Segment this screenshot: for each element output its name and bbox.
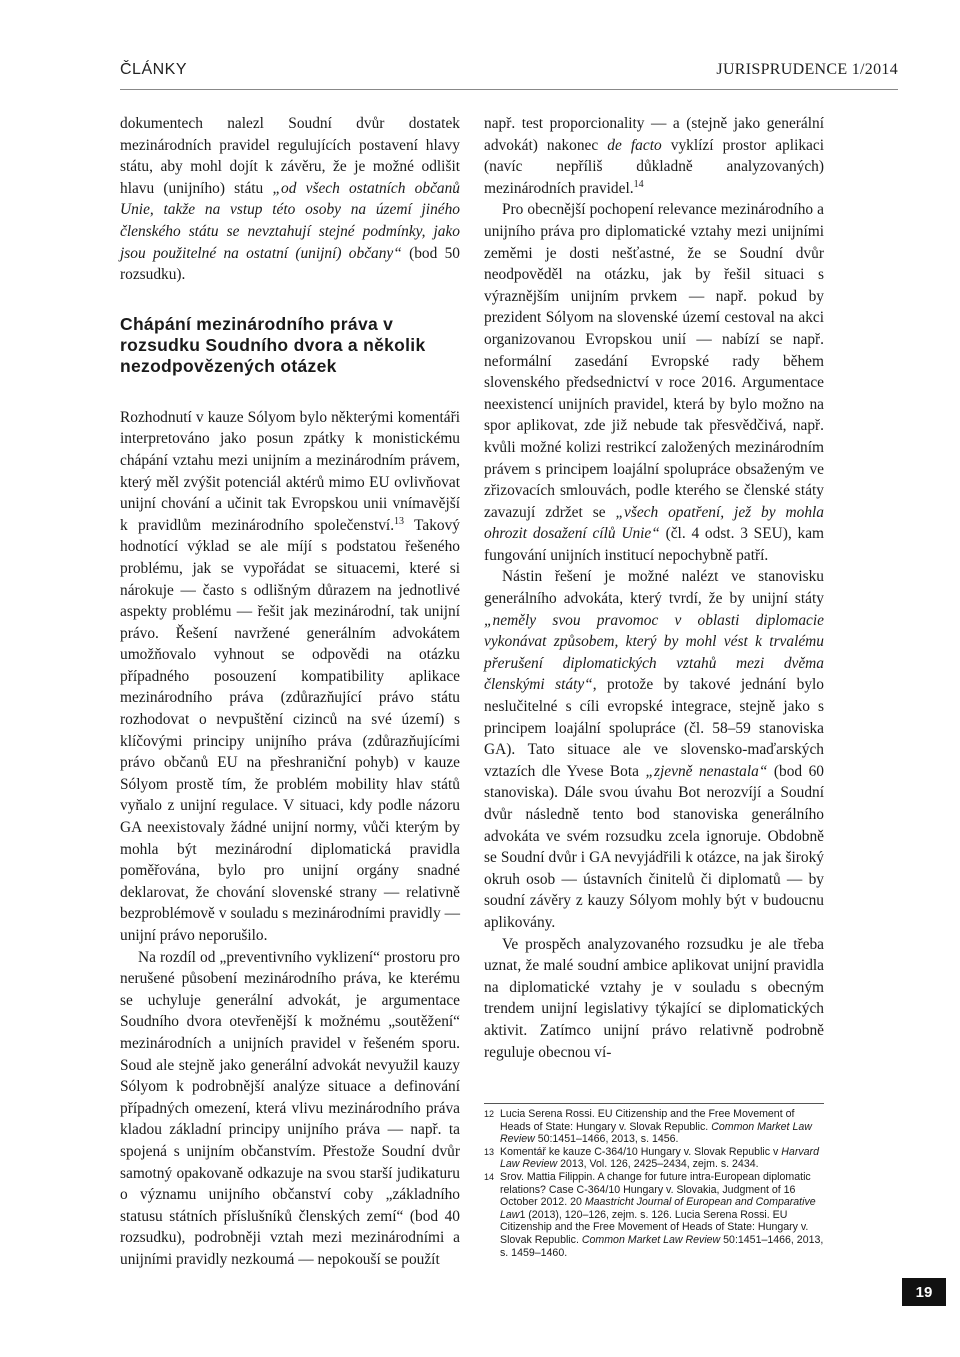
- italic-text: Common Market Law Review: [581, 1233, 721, 1246]
- footnote-text: [500, 1171, 824, 1259]
- italic-text: de facto: [607, 136, 662, 154]
- footnote: [484, 1171, 824, 1259]
- text-run: dokumentech nalezl Soudní dvůr dostatek mezinárodních pravidel regulujících postavení hlavy státu, aby mohl dojít k závěru, že je možné odlišit hlavu (unijního) státu: [120, 115, 460, 197]
- text-run: 50:1451–1466, 2013, s. 1459–1460.: [500, 1233, 824, 1259]
- footnote-text: [500, 1146, 824, 1171]
- text-run: Rozhodnutí v kauze Sólyom bylo některými komentáři interpretováno jako posun zpátky k monistickému chápání vztahu mezi unijním a mezinárodním právem, který měl zvýšit potenciál aktérů mimo EU ovlivňovat unijní chování a učinit tak Evropskou unii vnímavější k pravidlům mezinárodního společenství.: [120, 408, 460, 534]
- italic-text: „neměly svou pravomoc v oblasti diplomacie vykonávat způsobem, který by mohl vést k trvalému přerušení diplomatických vztahů mezi dvěma členskými státy“: [484, 611, 824, 694]
- text-run: 1 (2013), 120–126, zejm. s. 126. Lucia Serena Rossi. EU Citizenship and the Free Movement of Heads of State: Hungary v. Slovak Republic.: [500, 1208, 809, 1246]
- section-label: ČLÁNKY: [120, 61, 188, 78]
- text-run: Srov. Mattia Filippin. A change for future intra-European diplomatic relations? Case C-364/10 Hungary v. Slovakia, Judgment of 16 October 2012. 20: [500, 1170, 811, 1209]
- paragraph: Na rozdíl od „preventivního vyklizení“ prostoru pro nerušené působení mezinárodního práva, ke kterému se uchyluje generální advokát, je argumentace Soudního dvora otevřenější k možnému „soutěžení“ mezinárodních a unijních pravidel v řešeném sporu. Soud ale stejně jako generální advokát nevyužil kauzy Sólyom k podrobnější analýze situace a definování případných omezení, která vlivu mezinárodního práva kladou základní principy unijního práva — např. ta spojená s unijním občanstvím. Přestože Soudní dvůr samotný opakovaně odkazuje na svou starší judikaturu o významu unijního občanství coby „základního statusu státních příslušníků členských zemí“ (bod 40 rozsudku), podrobněji vztah mezi mezinárodními a unijními pravidly nezkoumá — nepokouší se použít: [120, 948, 460, 1268]
- footnote-number: 13: [484, 1146, 495, 1157]
- italic-text: Common Market Law Review: [500, 1120, 812, 1146]
- text-run: 50:1451–1466, 2013, s. 1456.: [534, 1133, 679, 1146]
- footnote-text: [500, 1108, 824, 1146]
- journal-issue: JURISPRUDENCE 1/2014: [716, 61, 898, 78]
- footnote-ref: 14: [633, 178, 644, 190]
- text-run: Komentář ke kauze C-364/10 Hungary v. Slovak Republic v: [500, 1145, 782, 1158]
- text-run: 2013, Vol. 126, 2425–2434, zejm. s. 2434.: [557, 1158, 759, 1171]
- text-run: (bod 50 rozsudku).: [120, 244, 460, 284]
- italic-text: Maastricht Journal of European and Comparative Law: [500, 1196, 816, 1221]
- right-column: [484, 113, 824, 1063]
- page-number: 19: [902, 1278, 946, 1306]
- footnote: [484, 1146, 824, 1171]
- footnote: [484, 1108, 824, 1146]
- paragraph: [484, 113, 824, 199]
- italic-text: „od všech ostatních občanů Unie, takže na vstup této osoby na území jiného členského státu se nevztahují stejné podmínky, jako jsou použitelné na ostatní (unijní) občany“: [120, 179, 460, 262]
- text-run: Pro obecnější pochopení relevance mezinárodního a unijního práva pro diplomatické vztahy mezi unijními zeměmi je dosti nešťastné, že se Soudní dvůr neodpověděl na otázku, jak by řešil situaci s výraznějším unijním prvkem — např. pokud by prezident Sólyom na slovenské území cestoval na akci organizovanou Evropskou unií — nabízí se např. neformální zasedání Evropské rady během slovenského předsednictví v roce 2016. Argumentace neexistencí unijních pravidel, která by bylo možno na spor aplikovat, zde již nebude tak přesvědčivá, např. kvůli možné kolizi restrikcí založených mezinárodním právem s principem loajální spolupráce obsaženým ve zřizovacích smlouvách, podle kterého se členské státy zavazují zdržet se: [484, 201, 824, 521]
- text-run: (čl. 4 odst. 3 SEU), kam fungování unijních institucí nepochybně patří.: [484, 525, 825, 564]
- italic-text: Harvard Law Review: [500, 1145, 819, 1171]
- paragraph: [484, 566, 824, 933]
- paragraph: [120, 113, 460, 286]
- header-divider: [120, 89, 898, 90]
- text-run: Nástin řešení je možné nalézt ve stanovisku generálního advokáta, který tvrdí, že by unijní státy: [484, 568, 824, 608]
- italic-text: „všech opatření, jež by mohla ohrozit dosažení cílů Unie“: [484, 503, 824, 543]
- left-column: [120, 113, 460, 1271]
- paragraph: Ve prospěch analyzovaného rozsudku je ale třeba uznat, že malé soudní ambice aplikovat unijní pravidla na diplomatické vztahy je v souladu s obecným trendem unijní legislativy týkající se diplomatických aktivit. Zatímco unijní právo relativně podrobně reguluje obecnou ví-: [484, 935, 824, 1061]
- text-run: Lucia Serena Rossi. EU Citizenship and the Free Movement of Heads of State: Hungary v. Slovak Republic.: [500, 1108, 795, 1133]
- footnote-ref: 13: [394, 515, 405, 527]
- footnote-number: 14: [484, 1171, 495, 1182]
- text-run: Takový hodnotící výklad se ale míjí s podstatou řešeného problému, jak se vypořádat se situacemi, které si nárokuje — často s odlišným důrazem na jednotlivé aspekty problému — řešit jak mezinárodní, tak unijní právo. Řešení navržené generálním advokátem umožňovalo vyhnout se odpovědi na otázku případného posouzení kompatibility aplikace mezinárodního práva (zdůrazňující právo státu rozhodovat o nevpuštění cizinců na své území) s klíčovými principy unijního práva (zdůrazňujícími právo občanů EU na přeshraniční pohyb) v kauze Sólyom prostě tím, že problém mobility hlav států vyňalo z unijní regulace. V situaci, kdy podle názoru GA neexistovaly žádné unijní normy, vůči kterým by mohla být mezinárodní diplomatická pravidla poměřována, bylo pro unijní orgány snadné deklarovat, že chování slovenské strany — relativně bezproblémově v souladu s mezinárodními pravidly — unijní právo neporušilo.: [120, 516, 460, 944]
- text-run: , protože by takové jednání bylo neslučitelné s cíli evropské integrace, stejně jako s principem loajální spolupráce (čl. 58–59 stanoviska GA). Tato situace ale ve slovensko-maďarských vztazích dle Yvese Bota: [484, 676, 825, 780]
- paragraph: [120, 407, 460, 947]
- footnote-number: 12: [484, 1109, 495, 1119]
- footnotes: [484, 1103, 824, 1259]
- paragraph: [484, 199, 824, 566]
- text-run: vyklízí prostor aplikaci (navíc nepříliš důkladně analyzovaných) mezinárodních pravidel.: [484, 136, 824, 197]
- text-run: např. test proporcionality — a (stejně jako generální advokát) nakonec: [484, 115, 824, 154]
- italic-text: „zjevně nenastala“: [645, 762, 768, 780]
- section-heading: Chápání mezinárodního práva v rozsudku Soudního dvora a několik nezodpovězených otázek: [120, 313, 426, 376]
- text-run: (bod 60 stanoviska). Dále svou úvahu Bot nerozvíjí a Soudní dvůr následně tento bod stanoviska generálního advokáta ve svém rozsudku zcela ignoruje. Obdobně se Soudní dvůr i GA nevyjádřili k otázce, na jak široký okruh osob — ústavních činitelů či diplomatů — by soudní závěry z kauzy Sólyom mohly být v budoucnu aplikovány.: [484, 762, 824, 931]
